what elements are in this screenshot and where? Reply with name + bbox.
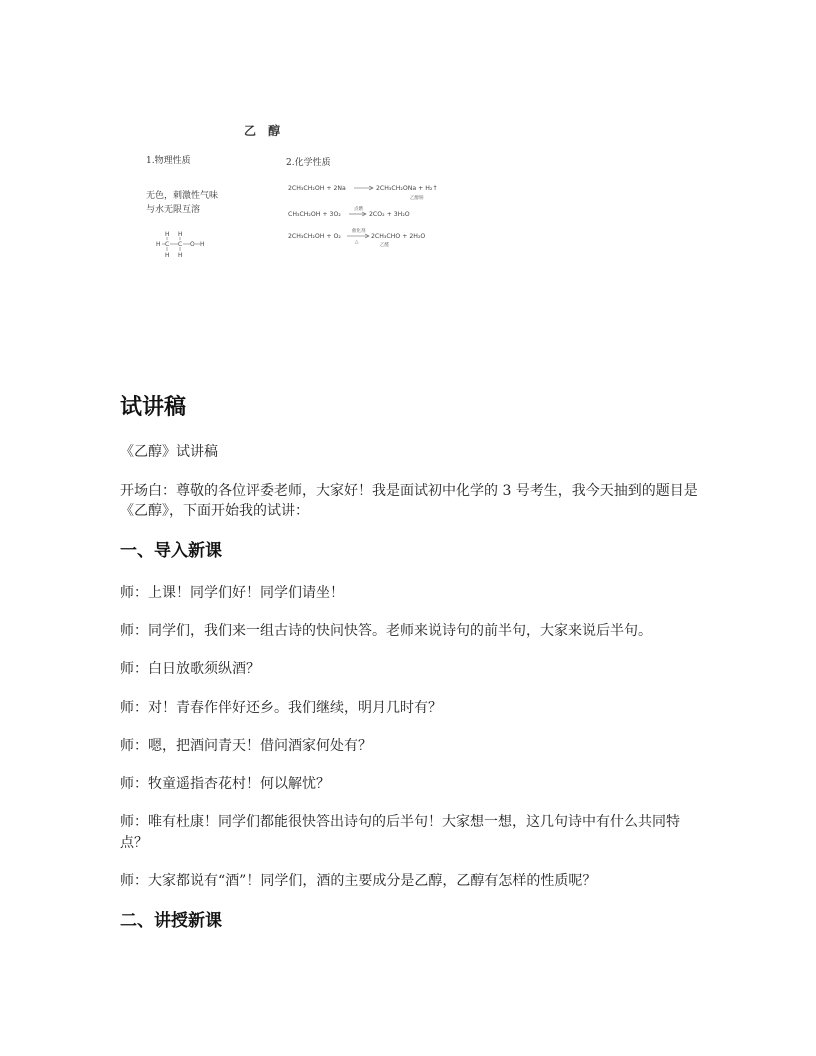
reaction3-products: 2CH₃CHO + 2H₂O: [371, 233, 426, 240]
section-heading-intro: 一、导入新课: [120, 541, 222, 562]
atom-h-bottom-1: H: [165, 252, 170, 259]
atom-h-top-1: H: [165, 231, 170, 238]
reaction3-condition-heat: △: [355, 240, 359, 245]
reaction1-reactants: 2CH₃CH₂OH + 2Na: [288, 185, 346, 192]
atom-h-top-2: H: [178, 231, 183, 238]
physical-property-color-odor: 无色，刺激性气味: [146, 191, 219, 201]
reaction3-condition-catalyst: 催化剂: [352, 229, 366, 234]
chemical-properties-heading: 2.化学性质: [286, 158, 331, 168]
board-title: 乙 醇: [244, 124, 285, 138]
blackboard-image: [140, 118, 470, 268]
dialogue-line: 师：牧童遥指杏花村！何以解忧？: [120, 776, 330, 793]
reaction2-reactants: CH₃CH₂OH + 3O₂: [288, 211, 341, 218]
atom-h-bottom-2: H: [178, 252, 183, 259]
dialogue-line: 师：唯有杜康！同学们都能很快答出诗句的后半句！大家想一想，这几句诗中有什么共同特点？: [120, 814, 680, 851]
reaction2-condition: 点燃: [354, 207, 363, 212]
reaction3-reactants: 2CH₃CH₂OH + O₂: [288, 233, 341, 240]
dialogue-line: 师：嗯，把酒问青天！借问酒家何处有？: [120, 737, 372, 754]
physical-properties-heading: 1.物理性质: [146, 156, 191, 166]
atom-h-right: H: [200, 241, 205, 248]
section-heading-new-lesson: 二、讲授新课: [120, 911, 222, 932]
dialogue-line: 师：白日放歌须纵酒？: [120, 661, 260, 678]
reaction1-product-note: 乙醇钠: [410, 196, 424, 201]
atom-c1: C: [165, 241, 170, 248]
reaction3-product-note: 乙醛: [380, 243, 389, 248]
dialogue-line: 师：大家都说有“酒”！同学们，酒的主要成分是乙醇，乙醇有怎样的性质呢？: [120, 873, 597, 890]
lecture-script: [120, 395, 700, 932]
chemistry-formulas: [140, 118, 470, 268]
script-subtitle: 《乙醇》试讲稿: [120, 444, 218, 461]
page-title: 试讲稿: [120, 395, 187, 420]
dialogue-line: 师：对！青春作伴好还乡。我们继续，明月几时有？: [120, 699, 442, 716]
dialogue-line: 师：同学们，我们来一组古诗的快问快答。老师来说诗句的前半句，大家来说后半句。: [120, 622, 652, 639]
opening-paragraph: 开场白：尊敬的各位评委老师，大家好！我是面试初中化学的 3 号考生，我今天抽到的题目是《乙醇》，下面开始我的试讲：: [120, 482, 698, 519]
atom-h-left: H: [156, 241, 161, 248]
ethanol-structural-formula: [156, 231, 205, 259]
atom-c2: C: [178, 241, 183, 248]
dialogue-line: 师：上课！同学们好！同学们请坐！: [120, 584, 344, 601]
reaction2-products: 2CO₂ + 3H₂O: [369, 211, 410, 218]
reaction1-products: 2CH₃CH₂ONa + H₂↑: [376, 185, 438, 192]
atom-o: O: [190, 241, 195, 248]
physical-property-solubility: 与水无限互溶: [146, 205, 201, 215]
